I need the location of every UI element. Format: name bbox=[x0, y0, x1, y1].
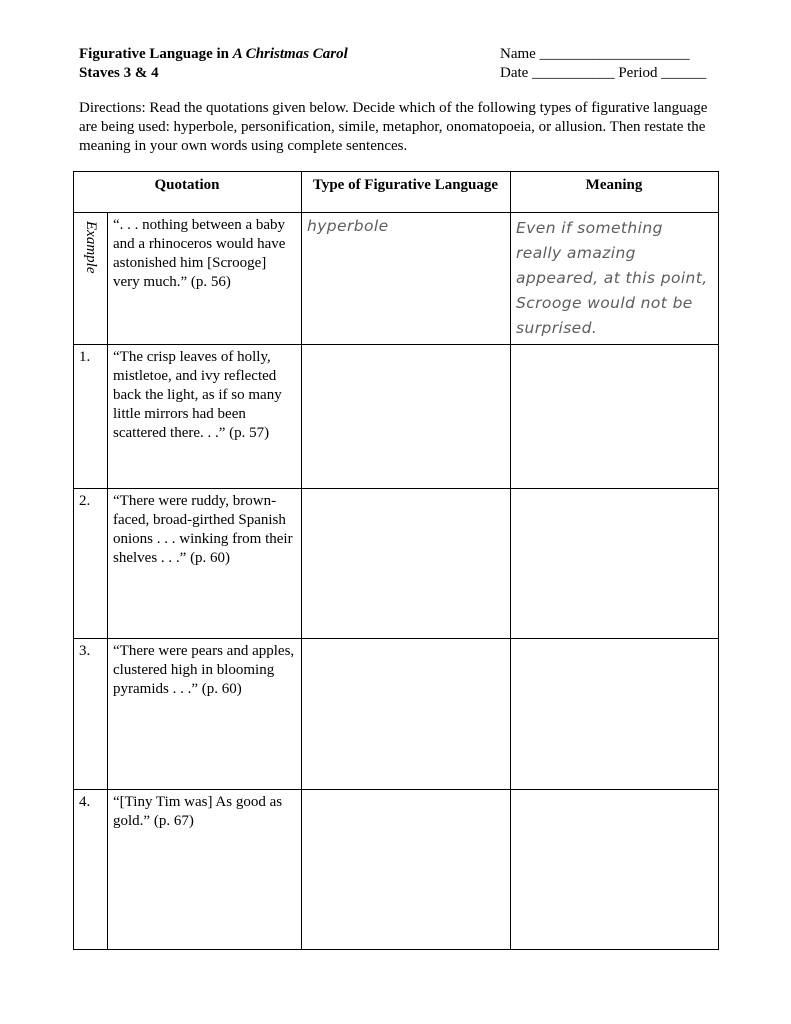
table-row bbox=[74, 345, 719, 489]
student-info-block bbox=[500, 45, 718, 83]
example-meaning-cell bbox=[511, 213, 719, 345]
title-text: Figurative Language in bbox=[79, 46, 233, 62]
date-period-field bbox=[500, 64, 718, 83]
meaning-answer-cell bbox=[511, 345, 719, 489]
type-answer-cell bbox=[302, 639, 511, 790]
name-label: Name bbox=[500, 46, 536, 62]
book-title: A Christmas Carol bbox=[232, 46, 348, 62]
quotation-cell: “There were ruddy, brown-faced, broad-girthed Spanish onions . . . winking from their shelves . . .” (p. 60) bbox=[108, 489, 302, 639]
quotation-cell: “There were pears and apples, clustered high in blooming pyramids . . .” (p. 60) bbox=[108, 639, 302, 790]
quotation-cell: “[Tiny Tim was] As good as gold.” (p. 67) bbox=[108, 790, 302, 950]
type-answer-cell bbox=[302, 345, 511, 489]
table-row bbox=[74, 639, 719, 790]
example-type-cell bbox=[302, 213, 511, 345]
period-label: Period bbox=[618, 65, 658, 81]
document-title bbox=[79, 45, 348, 64]
table-row bbox=[74, 489, 719, 639]
type-answer-cell bbox=[302, 489, 511, 639]
date-label: Date bbox=[500, 65, 529, 81]
example-label: Example bbox=[83, 221, 99, 274]
figurative-language-table bbox=[73, 171, 719, 950]
row-number: 2. bbox=[74, 489, 108, 639]
quotation-column-header: Quotation bbox=[74, 172, 302, 213]
table-row bbox=[74, 790, 719, 950]
meaning-answer-cell bbox=[511, 639, 719, 790]
directions-paragraph: Directions: Read the quotations given below. Decide which of the following types of figurative language are being used: hyperbole, personification, simile, metaphor, onomatopoeia, or allusion. Then restate the meaning in your own words using complete sentences. bbox=[79, 100, 708, 154]
type-column-header: Type of Figurative Language bbox=[302, 172, 511, 213]
title-block bbox=[79, 45, 348, 83]
document-header bbox=[79, 45, 718, 83]
meaning-answer-cell bbox=[511, 489, 719, 639]
document-subtitle: Staves 3 & 4 bbox=[79, 65, 159, 81]
name-blank-line: ____________________ bbox=[539, 46, 690, 62]
table-header-row bbox=[74, 172, 719, 213]
row-number: 1. bbox=[74, 345, 108, 489]
type-answer-cell bbox=[302, 790, 511, 950]
name-field bbox=[500, 45, 718, 64]
row-number: 3. bbox=[74, 639, 108, 790]
example-label-cell bbox=[74, 213, 108, 345]
example-meaning-answer: Even if something really amazing appeared, at this point, Scrooge would not be surprised. bbox=[516, 219, 708, 337]
meaning-column-header: Meaning bbox=[511, 172, 719, 213]
date-blank-line: ___________ bbox=[532, 65, 615, 81]
example-row bbox=[74, 213, 719, 345]
meaning-answer-cell bbox=[511, 790, 719, 950]
period-blank-line: ______ bbox=[661, 65, 707, 81]
quotation-cell: “The crisp leaves of holly, mistletoe, and ivy reflected back the light, as if so many little mirrors had been scattered there. . .” (p. 57) bbox=[108, 345, 302, 489]
example-quotation-cell: “. . . nothing between a baby and a rhinoceros would have astonished him [Scrooge] very much.” (p. 56) bbox=[108, 213, 302, 345]
example-type-answer: hyperbole bbox=[307, 217, 389, 235]
row-number: 4. bbox=[74, 790, 108, 950]
